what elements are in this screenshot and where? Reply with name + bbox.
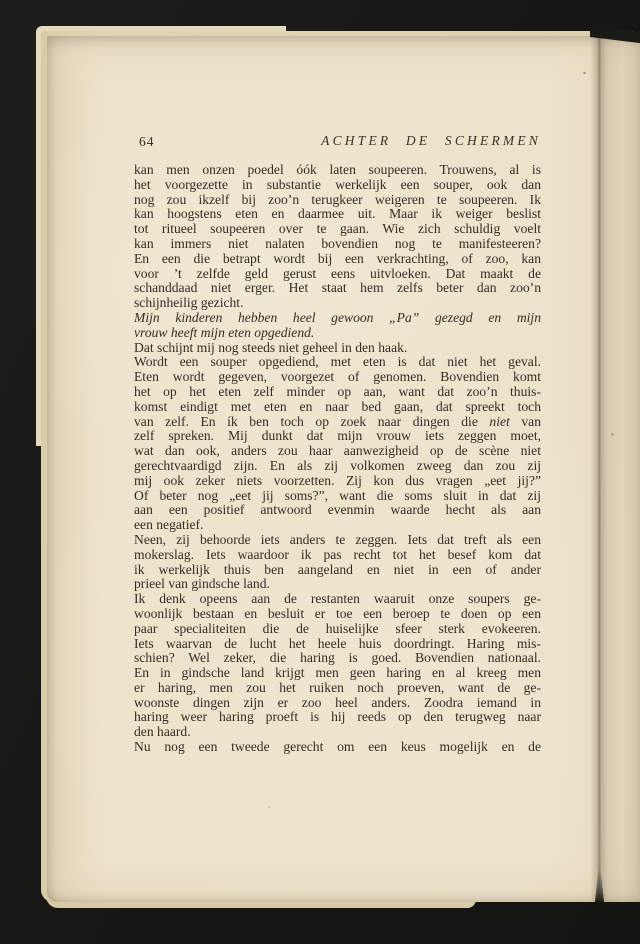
text-line (134, 252, 541, 267)
text-segment: Ik denk opeens aan de restanten waaruit onze soupers ge- (134, 592, 541, 607)
text-line (134, 459, 541, 474)
text-segment: Iets waarvan de lucht het heele huis doordringt. Haring mis- (134, 636, 541, 651)
text-line (134, 563, 541, 578)
text-line (134, 237, 541, 252)
text-line (134, 651, 541, 666)
text-segment: schanddaad niet erger. Het staat hem zelfs beter dan zoo’n (134, 281, 541, 296)
page-number: 64 (139, 134, 155, 149)
text-line (134, 370, 541, 385)
text-line (134, 207, 541, 222)
next-leaf-shading (600, 36, 640, 902)
text-segment: Eten wordt gegeven, voorgezet of genomen. Bovendien komt (134, 370, 541, 385)
text-line (134, 355, 541, 370)
text-segment: den haard. (134, 725, 191, 740)
text-segment: prieel van gindsche land. (134, 577, 270, 592)
text-segment: Nu nog een tweede gerecht om een keus mogelijk en de (134, 740, 541, 755)
paper-speck (268, 806, 270, 808)
text-segment: Wordt een souper opgediend, met eten is dat niet het geval. (134, 355, 541, 370)
text-segment: En een die betrapt wordt bij een verkrachting, of zoo, kan (134, 251, 541, 266)
text-segment: aan een positief antwoord evenmin waarde hecht als aan (134, 503, 541, 518)
text-segment: woonlijk bestaan en besluit er toe een beroep te doen op een (134, 606, 541, 621)
text-line (134, 193, 541, 208)
text-line (134, 637, 541, 652)
text-segment: zelf spreken. Mij dunkt dat mijn vrouw iets zeggen moet, (134, 429, 541, 444)
text-segment: Neen, zij behoorde iets anders te zeggen. Iets dat treft als een (134, 532, 541, 547)
text-line (134, 518, 541, 533)
page-header (134, 133, 541, 153)
text-line (134, 474, 541, 489)
text-segment: voor ’t zelfde geld gerust eens uitvloeken. Dat maakt de (134, 266, 541, 281)
text-line (134, 696, 541, 711)
text-line (134, 533, 541, 548)
text-segment-italic: niet (489, 414, 510, 429)
text-segment: paar specialiteiten die de huiselijke sfeer sterk evokeeren. (134, 621, 541, 636)
text-segment: schijnheilig gezicht. (134, 296, 244, 311)
text-line (134, 163, 541, 178)
text-segment: Of beter nog „eet jij soms?”, want die soms sluit in dat zij (134, 488, 541, 503)
text-line (134, 326, 541, 341)
text-segment: haring weer haring proeft is hij reeds op den terugweg naar (134, 710, 541, 725)
text-segment: er haring, men zou het ruiken noch proeven, want de ge- (134, 680, 541, 695)
text-segment: het voorgezette in substantie werkelijk een souper, ook dan (134, 177, 541, 192)
text-segment: kan men onzen poedel óók laten soupeeren. Trouwens, al is (134, 163, 541, 177)
text-line (134, 444, 541, 459)
text-line (134, 281, 541, 296)
text-segment: een negatief. (134, 518, 204, 533)
text-segment: wat dan ook, anders zou haar aanwezigheid op de scène niet (134, 444, 541, 459)
text-line (134, 710, 541, 725)
text-segment: komst eindigt met eten en naar bed gaan, dat spreekt toch (134, 399, 541, 414)
text-line (134, 400, 541, 415)
text-line (134, 341, 541, 356)
text-line (134, 592, 541, 607)
text-line (134, 548, 541, 563)
text-line (134, 415, 541, 430)
text-line (134, 503, 541, 518)
text-segment: ik werkelijk thuis ben aangeland en niet in een of ander (134, 562, 541, 577)
text-segment: van zelf. En ík ben toch op zoek naar dingen die (134, 414, 490, 429)
body-text (134, 163, 541, 755)
text-line (134, 607, 541, 622)
text-segment: mokerslag. Iets waardoor ik pas recht tot het besef kom dat (134, 547, 541, 562)
running-title: ACHTER DE SCHERMEN (321, 133, 541, 148)
text-line (134, 489, 541, 504)
text-segment: woonste dingen zijn er zoo heel anders. Zoodra iemand in (134, 695, 541, 710)
text-segment: En in gindsche land krijgt men geen haring en al kreeg men (134, 666, 541, 681)
text-segment: kan immers niet nalaten bovendien nog te manifesteeren? (134, 236, 541, 251)
text-line (134, 725, 541, 740)
text-segment: nog zou ikzelf bij zoo’n terugkeer weigeren te soupeeren. Ik (134, 192, 541, 207)
paper-speck (611, 433, 614, 436)
text-line (134, 267, 541, 282)
text-segment: het op het eten zelf minder op aan, want dat zoo’n thuis- (134, 384, 541, 399)
text-line (134, 681, 541, 696)
text-line (134, 178, 541, 193)
printed-text-block (134, 133, 541, 755)
text-segment-italic: Mijn kinderen hebben heel gewoon „Pa” gezegd en mijn (134, 310, 541, 325)
text-segment: gerechtvaardigd zijn. En als zij volkomen zweeg dan zou zij (134, 458, 541, 473)
text-line (134, 740, 541, 755)
book-page (47, 36, 640, 902)
text-line (134, 577, 541, 592)
text-line (134, 222, 541, 237)
text-line (134, 385, 541, 400)
text-line (134, 311, 541, 326)
text-segment: Dat schijnt mij nog steeds niet geheel in den haak. (134, 340, 408, 355)
text-line (134, 666, 541, 681)
text-segment: van (509, 414, 541, 429)
text-segment: tot ritueel soupeeren over te gaan. Wie zich schuldig voelt (134, 222, 541, 237)
text-segment: kan hoogstens eten en daarmee uit. Maar ik weiger beslist (134, 207, 541, 222)
paper-speck (583, 72, 586, 74)
text-line (134, 429, 541, 444)
text-line (134, 622, 541, 637)
text-segment: mij ook zeker niets voorzetten. Zij kon dus vragen „eet jij?” (134, 473, 541, 488)
text-segment: schien? Wel zeker, die haring is goed. Bovendien nationaal. (134, 651, 541, 666)
text-segment-italic: vrouw heeft mijn eten opgediend. (134, 325, 315, 340)
text-line (134, 296, 541, 311)
